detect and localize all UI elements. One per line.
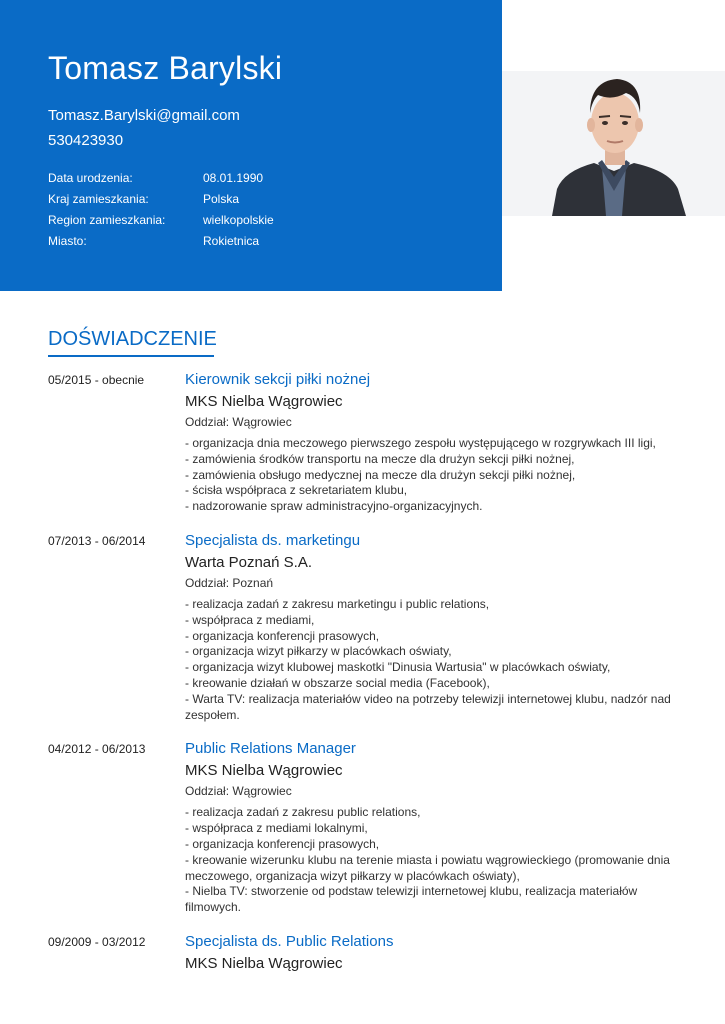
job-branch: Oddział: Wągrowiec: [185, 784, 292, 799]
job-company: MKS Nielba Wągrowiec: [185, 762, 343, 780]
job-duties: [185, 805, 685, 916]
detail-row: [48, 234, 274, 255]
job-title: Specjalista ds. Public Relations: [185, 932, 394, 950]
duty-item: - zamówienia obsługo medycznej na mecze dla drużyn sekcji piłki nożnej,: [185, 467, 576, 482]
experience-list: [48, 370, 688, 990]
duty-item: - organizacja konferencji prasowych,: [185, 628, 380, 643]
detail-value: Polska: [203, 192, 240, 206]
job-entry: [48, 370, 688, 515]
detail-label: Data urodzenia:: [48, 171, 133, 185]
job-body: [185, 932, 685, 974]
heading-underline: [48, 355, 214, 357]
job-company: MKS Nielba Wągrowiec: [185, 954, 343, 972]
profile-photo: [502, 71, 725, 216]
job-title: Specjalista ds. marketingu: [185, 531, 361, 549]
experience-heading: DOŚWIADCZENIE: [48, 328, 217, 350]
job-date: 05/2015 - obecnie: [48, 373, 145, 387]
detail-row: [48, 213, 274, 234]
duty-item: - organizacja wizyt klubowej maskotki "Dinusia Wartusia" w placówkach oświaty,: [185, 660, 611, 675]
job-title: Public Relations Manager: [185, 740, 356, 758]
duty-item: - ścisła współpraca z sekretariatem klubu,: [185, 483, 408, 498]
job-title: Kierownik sekcji piłki nożnej: [185, 371, 371, 388]
job-entry: [48, 739, 688, 916]
duty-item: - nadzorowanie spraw administracyjno-organizacyjnych.: [185, 499, 483, 514]
job-body: [185, 370, 685, 515]
job-entry: [48, 531, 688, 723]
job-company: Warta Poznań S.A.: [185, 553, 313, 571]
detail-label: Miasto:: [48, 234, 87, 248]
email-address: Tomasz.Barylski@gmail.com: [48, 107, 240, 124]
detail-value: wielkopolskie: [203, 213, 274, 227]
duty-item: - kreowanie działań w obszarze social media (Facebook),: [185, 675, 490, 690]
job-date: 07/2013 - 06/2014: [48, 533, 146, 548]
job-body: [185, 739, 685, 916]
personal-details: [48, 171, 274, 255]
detail-row: [48, 192, 274, 213]
duty-item: - realizacja zadań z zakresu public relations,: [185, 805, 421, 820]
job-duties: [185, 597, 685, 723]
job-company: MKS Nielba Wągrowiec: [185, 393, 343, 410]
header-panel: [0, 0, 502, 291]
duty-item: - realizacja zadań z zakresu marketingu i public relations,: [185, 596, 490, 611]
job-date: 09/2009 - 03/2012: [48, 934, 146, 949]
person-portrait-illustration: [502, 71, 725, 216]
duty-item: - współpraca z mediami lokalnymi,: [185, 821, 368, 836]
detail-label: Region zamieszkania:: [48, 213, 166, 227]
job-body: [185, 531, 685, 723]
duty-item: - Nielba TV: stworzenie od podstaw telewizji internetowej klubu, realizacja materiałów filmowych.: [185, 884, 638, 915]
job-date: 04/2012 - 06/2013: [48, 742, 146, 757]
candidate-name: Tomasz Barylski: [48, 50, 283, 86]
duty-item: - współpraca z mediami,: [185, 612, 315, 627]
job-entry: [48, 932, 688, 974]
detail-label: Kraj zamieszkania:: [48, 192, 149, 206]
detail-value: 08.01.1990: [203, 171, 264, 185]
duty-item: - Warta TV: realizacja materiałów video na potrzeby telewizji internetowej klubu, nadzór nad zespołem.: [185, 691, 671, 722]
duty-item: - organizacja konferencji prasowych,: [185, 836, 380, 851]
duty-item: - organizacja wizyt piłkarzy w placówkach oświaty,: [185, 644, 452, 659]
job-duties: [185, 436, 685, 515]
duty-item: - zamówienia środków transportu na mecze dla drużyn sekcji piłki nożnej,: [185, 451, 575, 466]
phone-number: 530423930: [48, 132, 124, 149]
job-branch: Oddział: Wągrowiec: [185, 415, 292, 429]
job-branch: Oddział: Poznań: [185, 575, 274, 590]
detail-row: [48, 171, 274, 192]
duty-item: - organizacja dnia meczowego pierwszego zespołu występującego w rozgrywkach III ligi,: [185, 436, 656, 450]
duty-item: - kreowanie wizerunku klubu na terenie miasta i powiatu wągrowieckiego (promowanie dnia meczowego, organizacja wizyt piłkarzy w placówkach oświaty),: [185, 852, 670, 883]
detail-value: Rokietnica: [203, 234, 260, 248]
